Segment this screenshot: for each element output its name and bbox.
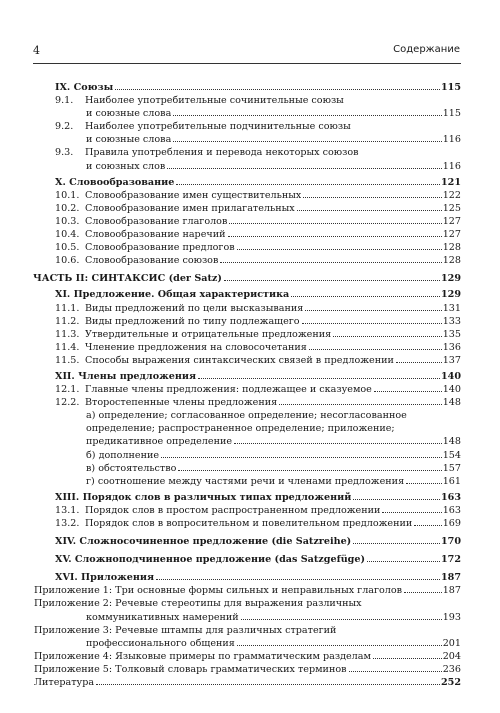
dot-leader bbox=[349, 671, 442, 672]
toc-entry-number: 10.4. bbox=[55, 229, 80, 241]
toc-entry bbox=[33, 107, 461, 120]
toc-entry-page: 148 bbox=[442, 436, 461, 448]
toc-entry-page: 140 bbox=[440, 370, 461, 382]
toc-entry-number: 11.1. bbox=[55, 302, 80, 314]
toc-entry-page: 163 bbox=[442, 504, 461, 516]
toc-entry-number: 10.6. bbox=[55, 255, 80, 267]
toc-entry-page: 125 bbox=[442, 202, 461, 214]
dot-leader bbox=[228, 236, 442, 237]
toc-entry-title: Утвердительные и отрицательные предложения bbox=[85, 328, 332, 340]
toc-entry-page: 193 bbox=[442, 611, 461, 623]
toc-entry-page: 137 bbox=[442, 354, 461, 366]
toc-entry bbox=[33, 663, 461, 676]
toc-entry-title: Правила употребления и перевода некоторых союзов bbox=[85, 147, 359, 159]
toc-entry-title: Приложение 5: Толковый словарь грамматических терминов bbox=[34, 663, 347, 675]
toc-entry bbox=[33, 535, 461, 548]
dot-leader bbox=[241, 619, 442, 620]
toc-entry-number: 11.2. bbox=[55, 315, 80, 327]
toc-entry-title: Главные члены предложения: подлежащее и сказуемое bbox=[85, 384, 372, 396]
dot-leader bbox=[237, 645, 442, 646]
toc-entry-number: 11.4. bbox=[55, 341, 80, 353]
toc-entry-page: 154 bbox=[442, 449, 461, 461]
toc-entry-page: 127 bbox=[442, 215, 461, 227]
toc-entry-page: 127 bbox=[442, 229, 461, 241]
toc-entry-number: 13.2. bbox=[55, 518, 80, 529]
running-title: Содержание bbox=[393, 44, 460, 55]
toc-entry-title: IX. Союзы bbox=[55, 82, 114, 93]
dot-leader bbox=[374, 391, 442, 392]
toc-entry bbox=[33, 517, 461, 530]
toc-entry-number: 10.2. bbox=[55, 202, 80, 214]
toc-entry bbox=[33, 396, 461, 409]
toc-entry-page: 236 bbox=[442, 663, 461, 675]
toc-entry bbox=[33, 315, 461, 328]
page-header bbox=[33, 44, 460, 58]
toc-entry bbox=[33, 176, 461, 189]
toc-entry bbox=[33, 449, 461, 462]
toc-entry-page: 172 bbox=[440, 554, 461, 566]
dot-leader bbox=[353, 499, 440, 500]
toc-entry-page: 170 bbox=[440, 536, 461, 548]
toc-entry-title: Литература bbox=[34, 677, 95, 689]
toc-entry-title: Приложение 2: Речевые стереотипы для выражения различных bbox=[34, 598, 362, 610]
toc-entry-title: XII. Члены предложения bbox=[55, 370, 197, 382]
toc-entry-title: и союзные слова bbox=[86, 108, 172, 120]
toc-entry-title: Способы выражения синтаксических связей в предложении bbox=[85, 354, 394, 366]
toc-entry-page: 135 bbox=[442, 328, 461, 340]
toc-entry-page: 121 bbox=[440, 176, 461, 188]
toc-entry bbox=[33, 584, 461, 597]
toc-entry bbox=[33, 491, 461, 504]
toc-entry-title: Наиболее употребительные сочинительные союзы bbox=[85, 95, 344, 107]
toc-entry-number: 12.1. bbox=[55, 384, 80, 396]
dot-leader bbox=[353, 543, 440, 544]
toc-entry-page: 129 bbox=[440, 289, 461, 301]
toc-entry-title: Порядок слов в вопросительном и повелительном предложении bbox=[85, 518, 413, 529]
toc-entry-title: а) определение; согласованное определение; несогласованное bbox=[86, 410, 407, 422]
toc-entry bbox=[33, 228, 461, 241]
dot-leader bbox=[224, 280, 440, 281]
toc-entry-title: Словообразование предлогов bbox=[85, 242, 235, 254]
toc-entry bbox=[33, 383, 461, 396]
dot-leader bbox=[414, 525, 441, 526]
toc-entry-title: профессионального общения bbox=[86, 637, 235, 649]
toc-entry bbox=[33, 202, 461, 215]
toc-entry-title: Словообразование наречий bbox=[85, 229, 226, 241]
dot-leader bbox=[173, 141, 441, 142]
toc-entry bbox=[33, 241, 461, 254]
toc-entry-page: 157 bbox=[442, 462, 461, 474]
dot-leader bbox=[198, 378, 440, 379]
dot-leader bbox=[367, 561, 440, 562]
dot-leader bbox=[302, 323, 442, 324]
toc-entry bbox=[33, 328, 461, 341]
toc-entry-page: 148 bbox=[442, 397, 461, 409]
dot-leader bbox=[115, 89, 440, 90]
toc-entry bbox=[33, 81, 461, 94]
toc-entry-title: Словообразование глаголов bbox=[85, 215, 228, 227]
dot-leader bbox=[333, 336, 442, 337]
toc-entry-number: 9.2. bbox=[55, 121, 74, 133]
dot-leader bbox=[373, 658, 442, 659]
toc-entry bbox=[33, 504, 461, 517]
toc-entry bbox=[33, 120, 461, 133]
toc-entry-number: 13.1. bbox=[55, 504, 80, 516]
toc-entry-page: 133 bbox=[442, 315, 461, 327]
toc-entry-page: 201 bbox=[442, 637, 461, 649]
toc-entry-title: определение; распространенное определение; приложение; bbox=[86, 423, 395, 435]
toc-entry-page: 116 bbox=[442, 160, 461, 172]
dot-leader bbox=[305, 310, 441, 311]
toc-entry bbox=[33, 288, 461, 301]
toc-entry-number: 9.1. bbox=[55, 95, 74, 107]
toc-entry-title: Виды предложений по типу подлежащего bbox=[85, 315, 300, 327]
toc-entry-page: 115 bbox=[442, 108, 461, 120]
toc-entry bbox=[33, 160, 461, 173]
toc-entry-number: 10.3. bbox=[55, 215, 80, 227]
toc-entry bbox=[33, 624, 461, 637]
toc-entry-title: Словообразование союзов bbox=[85, 255, 219, 267]
toc-entry bbox=[33, 215, 461, 228]
toc-entry-page: 115 bbox=[440, 82, 461, 93]
dot-leader bbox=[161, 457, 442, 458]
toc-entry-title: и союзных слов bbox=[86, 160, 166, 172]
toc-entry-page: 204 bbox=[442, 650, 461, 662]
toc-entry-title: Приложение 1: Три основные формы сильных и неправильных глаголов bbox=[34, 585, 403, 597]
dot-leader bbox=[156, 579, 440, 580]
toc-entry-page: 122 bbox=[442, 189, 461, 201]
toc-entry-title: ЧАСТЬ II: СИНТАКСИС (der Satz) bbox=[33, 273, 222, 285]
toc-entry bbox=[33, 254, 461, 267]
toc-entry-title: г) соотношение между частями речи и членами предложения bbox=[86, 475, 405, 487]
dot-leader bbox=[297, 210, 442, 211]
toc-entry-title: предикативное определение bbox=[86, 436, 233, 448]
dot-leader bbox=[178, 470, 441, 471]
toc-entry bbox=[33, 302, 461, 315]
toc-entry-title: Второстепенные члены предложения bbox=[85, 397, 278, 409]
toc-entry-page: 128 bbox=[442, 255, 461, 267]
toc-entry bbox=[33, 475, 461, 488]
toc-entry-number: 12.2. bbox=[55, 397, 80, 409]
dot-leader bbox=[309, 349, 442, 350]
toc-entry-page: 252 bbox=[440, 677, 461, 689]
toc-entry-page: 140 bbox=[442, 384, 461, 396]
dot-leader bbox=[382, 512, 441, 513]
toc-entry-title: XIV. Сложносочиненное предложение (die Satzreihe) bbox=[55, 536, 352, 548]
toc-entry bbox=[33, 553, 461, 566]
dot-leader bbox=[291, 296, 440, 297]
toc-entry-title: XVI. Приложения bbox=[55, 572, 155, 584]
toc-entry bbox=[33, 422, 461, 435]
toc-entry-number: 10.1. bbox=[55, 189, 80, 201]
toc-entry bbox=[33, 189, 461, 202]
toc-entry-title: Наиболее употребительные подчинительные союзы bbox=[85, 121, 351, 133]
table-of-contents bbox=[33, 81, 461, 689]
toc-entry-title: б) дополнение bbox=[86, 449, 160, 461]
dot-leader bbox=[279, 404, 442, 405]
dot-leader bbox=[96, 684, 440, 685]
toc-entry-title: Словообразование имен прилагательных bbox=[85, 202, 295, 214]
toc-entry-page: 129 bbox=[440, 273, 461, 285]
toc-entry bbox=[33, 637, 461, 650]
toc-entry-page: 163 bbox=[440, 491, 461, 503]
toc-entry-title: Членение предложения на словосочетания bbox=[85, 341, 307, 353]
toc-entry-title: XIII. Порядок слов в различных типах предложений bbox=[55, 491, 352, 503]
toc-entry-page: 187 bbox=[440, 572, 461, 584]
toc-entry bbox=[33, 341, 461, 354]
toc-entry-title: в) обстоятельство bbox=[86, 462, 177, 474]
dot-leader bbox=[176, 184, 440, 185]
toc-entry bbox=[33, 94, 461, 107]
toc-entry bbox=[33, 462, 461, 475]
dot-leader bbox=[303, 197, 441, 198]
toc-entry-page: 136 bbox=[442, 341, 461, 353]
toc-entry-title: Порядок слов в простом распространенном предложении bbox=[85, 504, 381, 516]
toc-entry-number: 10.5. bbox=[55, 242, 80, 254]
toc-entry-title: коммуникативных намерений bbox=[86, 611, 239, 623]
dot-leader bbox=[237, 249, 442, 250]
toc-entry bbox=[33, 435, 461, 448]
toc-entry bbox=[33, 676, 461, 689]
header-rule bbox=[33, 63, 461, 64]
toc-entry-title: и союзные слова bbox=[86, 134, 172, 146]
toc-entry-page: 161 bbox=[442, 475, 461, 487]
toc-entry bbox=[33, 146, 461, 159]
toc-entry-title: Словообразование имен существительных bbox=[85, 189, 302, 201]
dot-leader bbox=[220, 262, 441, 263]
toc-entry bbox=[33, 272, 461, 285]
toc-entry-title: X. Словообразование bbox=[55, 176, 175, 188]
toc-entry-page: 131 bbox=[442, 302, 461, 314]
toc-entry-page: 116 bbox=[442, 134, 461, 146]
dot-leader bbox=[404, 592, 442, 593]
dot-leader bbox=[229, 223, 441, 224]
toc-entry bbox=[33, 611, 461, 624]
toc-entry-title: Приложение 4: Языковые примеры по грамматическим разделам bbox=[34, 650, 371, 662]
dot-leader bbox=[167, 168, 441, 169]
toc-entry bbox=[33, 409, 461, 422]
toc-entry-page: 187 bbox=[442, 585, 461, 597]
dot-leader bbox=[234, 443, 442, 444]
toc-entry bbox=[33, 354, 461, 367]
toc-entry-page: 128 bbox=[442, 242, 461, 254]
toc-entry-title: XV. Сложноподчиненное предложение (das Satzgefüge) bbox=[55, 554, 366, 566]
toc-entry bbox=[33, 571, 461, 584]
toc-entry bbox=[33, 370, 461, 383]
toc-entry-number: 11.3. bbox=[55, 328, 80, 340]
toc-entry-page: 169 bbox=[442, 518, 461, 529]
dot-leader bbox=[406, 483, 442, 484]
toc-entry bbox=[33, 133, 461, 146]
page-number: 4 bbox=[33, 44, 40, 57]
toc-entry-title: Виды предложений по цели высказывания bbox=[85, 302, 304, 314]
toc-entry-title: XI. Предложение. Общая характеристика bbox=[55, 289, 290, 301]
toc-entry bbox=[33, 597, 461, 610]
toc-entry-title: Приложение 3: Речевые штампы для различных стратегий bbox=[34, 624, 337, 636]
toc-entry-number: 9.3. bbox=[55, 147, 74, 159]
toc-entry-number: 11.5. bbox=[55, 354, 80, 366]
dot-leader bbox=[396, 362, 442, 363]
toc-entry bbox=[33, 650, 461, 663]
dot-leader bbox=[173, 115, 441, 116]
